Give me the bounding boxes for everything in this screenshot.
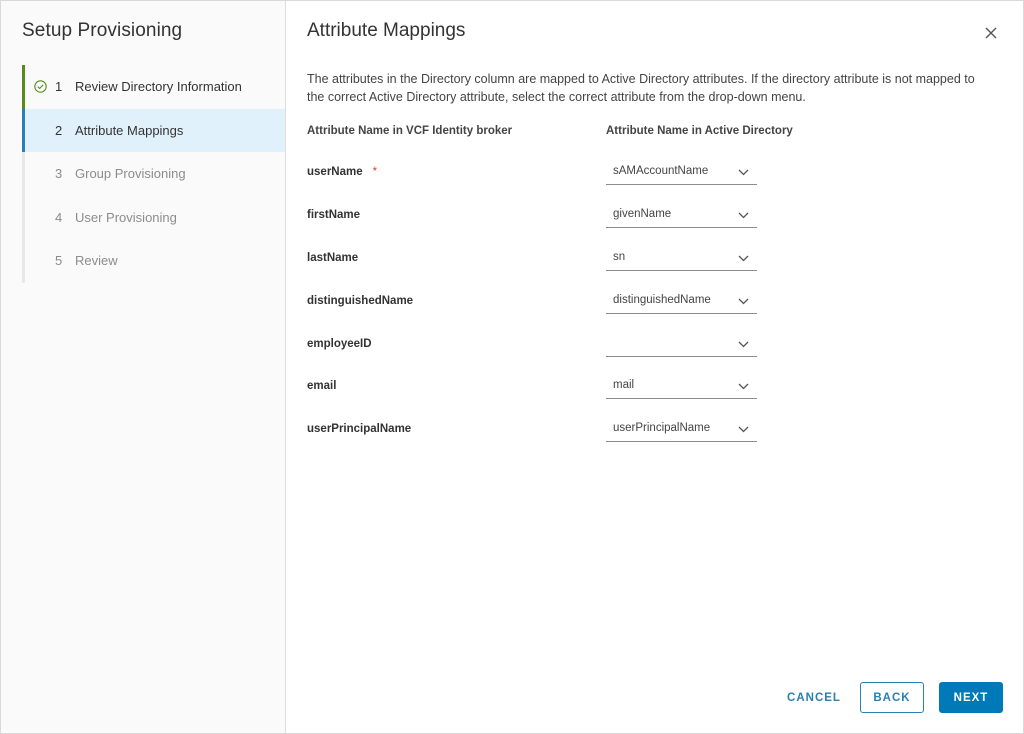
step-label: User Provisioning — [75, 209, 177, 225]
step-number: 3 — [55, 166, 63, 182]
column-header-identity-broker: Attribute Name in VCF Identity broker — [307, 125, 513, 137]
email-attribute-select[interactable] — [606, 376, 757, 399]
attribute-name: lastName — [307, 252, 359, 264]
selected-value: mail — [613, 379, 635, 391]
lastname-attribute-select[interactable] — [606, 248, 757, 271]
attribute-name: userPrincipalName — [307, 423, 412, 435]
username-attribute-select[interactable] — [606, 162, 757, 185]
distinguishedname-attribute-select[interactable] — [606, 291, 757, 314]
chevron-down-icon — [738, 255, 749, 262]
attribute-name: distinguishedName — [307, 295, 414, 307]
mapping-row-employeeid — [307, 334, 787, 358]
mapping-row-email — [307, 376, 787, 400]
attribute-name: employeeID — [307, 338, 372, 350]
employeeid-attribute-select[interactable] — [606, 334, 757, 357]
step-group-provisioning[interactable] — [22, 152, 285, 196]
page-description: The attributes in the Directory column are mapped to Active Directory attributes. If the directory attribute is not mapped to the correct Active Directory attribute, select the correct attribute from the drop-down menu. — [307, 72, 975, 104]
check-circle-icon — [25, 80, 55, 93]
chevron-down-icon — [738, 383, 749, 390]
page-title: Attribute Mappings — [307, 20, 466, 41]
mapping-row-distinguishedname — [307, 291, 787, 315]
selected-value: sAMAccountName — [613, 165, 709, 177]
step-label: Attribute Mappings — [75, 122, 184, 138]
selected-value: userPrincipalName — [613, 422, 711, 434]
chevron-down-icon — [738, 426, 749, 433]
chevron-down-icon — [738, 169, 749, 176]
step-label: Group Provisioning — [75, 166, 186, 182]
column-header-active-directory: Attribute Name in Active Directory — [606, 125, 793, 137]
userprincipalname-attribute-select[interactable] — [606, 419, 757, 442]
chevron-down-icon — [738, 212, 749, 219]
chevron-down-icon — [738, 341, 749, 348]
step-review-directory-information[interactable] — [22, 65, 285, 109]
wizard-title: Setup Provisioning — [22, 20, 183, 41]
wizard-sidebar — [1, 1, 286, 733]
close-icon[interactable] — [983, 25, 999, 41]
attribute-name: userName * — [307, 166, 378, 178]
selected-value: distinguishedName — [613, 294, 711, 306]
mapping-row-username — [307, 162, 787, 186]
step-label: Review — [75, 253, 118, 269]
mapping-row-userprincipalname — [307, 419, 787, 443]
chevron-down-icon — [738, 298, 749, 305]
step-review[interactable] — [22, 239, 285, 283]
step-number: 4 — [55, 209, 63, 225]
step-number: 5 — [55, 253, 63, 269]
step-user-provisioning[interactable] — [22, 196, 285, 240]
step-number: 1 — [55, 79, 63, 95]
firstname-attribute-select[interactable] — [606, 205, 757, 228]
wizard-main — [286, 1, 1023, 733]
step-number: 2 — [55, 122, 63, 138]
mapping-row-lastname — [307, 248, 787, 272]
attribute-name: email — [307, 380, 337, 392]
wizard-steps — [22, 65, 285, 283]
required-indicator: * — [372, 166, 378, 178]
next-button[interactable]: NEXT — [939, 682, 1003, 713]
step-attribute-mappings[interactable] — [22, 109, 285, 153]
selected-value: givenName — [613, 208, 672, 220]
selected-value: sn — [613, 251, 626, 263]
cancel-button[interactable]: CANCEL — [787, 691, 841, 704]
attribute-name: firstName — [307, 209, 361, 221]
mapping-row-firstname — [307, 205, 787, 229]
back-button[interactable]: BACK — [860, 682, 924, 713]
step-label: Review Directory Information — [75, 79, 242, 95]
